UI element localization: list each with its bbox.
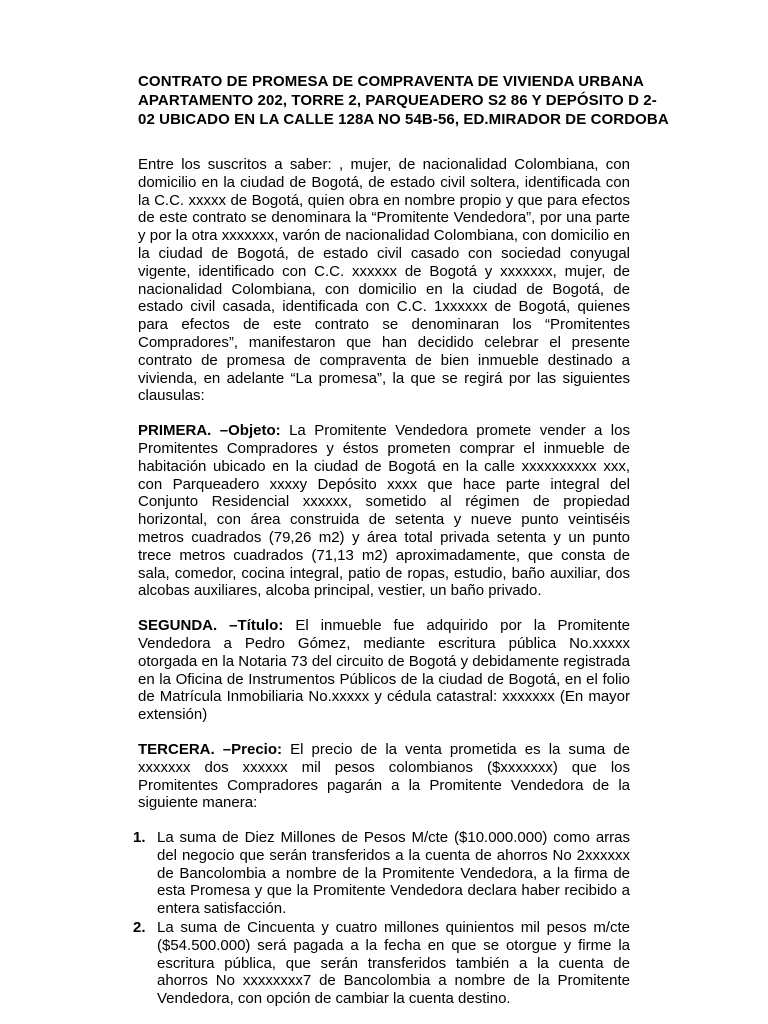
clause-primera-text: La Promitente Vendedora promete vender a los Promitentes Compradores y éstos prometen comprar el inmueble de habitación ubicado en la ciudad de Bogotá en la calle xxxxxxxxxx xxx, con Parqueadero xxxxy Depósito xxxx que hace parte integral del Conjunto Residencial xxxxxx, sometido al régimen de propiedad horizontal, con área construida de setenta y nueve punto veintiséis metros cuadrados (79,26 m2) y área total privada setenta y un punto trece metros cuadrados (71,13 m2) aproximadamente, que consta de sala, comedor, cocina integral, patio de ropas, estudio, baño auxiliar, dos alcobas auxiliares, alcoba principal, vestier, un baño privado. [138,422,630,600]
clause-primera [138,422,630,600]
payment-item-2-text: La suma de Cincuenta y cuatro millones quinientos mil pesos m/cte ($54.500.000) será pagada a la fecha en que se otorgue y firme la escritura pública, que serán transferidos también a la cuenta de ahorros No xxxxxxxx7 de Bancolombia a nombre de la Promitente Vendedora, con opción de cambiar la cuenta destino. [157,919,630,1008]
clause-primera-heading: PRIMERA. –Objeto: [138,422,281,440]
payment-list [133,829,630,1008]
payment-item-2-number: 2. [133,919,146,937]
title-line-3: 02 UBICADO EN LA CALLE 128A NO 54B-56, ED.MIRADOR DE CORDOBA [138,111,669,128]
payment-item-1-number: 1. [133,829,146,847]
title-line-2: APARTAMENTO 202, TORRE 2, PARQUEADERO S2 86 Y DEPÓSITO D 2- [138,92,657,109]
document-page [133,72,669,1009]
clause-tercera-text: El precio de la venta prometida es la suma de xxxxxxx dos xxxxxx mil pesos colombianos ($xxxxxxx) que los Promitentes Compradores pagarán a la Promitente Vendedora de la siguiente manera: [138,740,630,812]
intro-paragraph: Entre los suscritos a saber: , mujer, de nacionalidad Colombiana, con domicilio en la ciudad de Bogotá, de estado civil soltera, identificada con la C.C. xxxxx de Bogotá, quien obra en nombre propio y que para efectos de este contrato se denominara la “Promitente Vendedora”, por una parte y por la otra xxxxxxx, varón de nacionalidad Colombiana, con domicilio en la ciudad de Bogotá, de estado civil casado con sociedad conyugal vigente, identificado con C.C. xxxxxx de Bogotá y xxxxxxx, mujer, de nacionalidad Colombiana, con domicilio en la ciudad de Bogotá, de estado civil casada, identificada con C.C. 1xxxxxx de Bogotá, quienes para efectos de este contrato se denominaran los “Promitentes Compradores”, manifestaron que han decidido celebrar el presente contrato de promesa de compraventa de bien inmueble destinado a vivienda, en adelante “La promesa”, la que se regirá por las siguientes clausulas: [138,156,630,405]
contract-title [138,72,669,129]
clause-tercera [138,741,630,812]
title-line-1: CONTRATO DE PROMESA DE COMPRAVENTA DE VIVIENDA URBANA [138,73,644,90]
clause-segunda-heading: SEGUNDA. –Título: [138,617,284,635]
clause-tercera-heading: TERCERA. –Precio: [138,740,282,758]
payment-item-1-text: La suma de Diez Millones de Pesos M/cte ($10.000.000) como arras del negocio que serán transferidos a la cuenta de ahorros No 2xxxxxx de Bancolombia a nombre de la Promitente Vendedora, a la firma de esta Promesa y que la Promitente Vendedora declara haber recibido a entera satisfacción. [157,829,630,918]
payment-item-1 [133,829,630,918]
clause-segunda-text: El inmueble fue adquirido por la Promitente Vendedora a Pedro Gómez, mediante escritura pública No.xxxxx otorgada en la Notaria 73 del circuito de Bogotá y debidamente registrada en la Oficina de Instrumentos Públicos de la ciudad de Bogotá, en el folio de Matrícula Inmobiliaria No.xxxxx y cédula catastral: xxxxxxx (En mayor extensión) [138,617,631,724]
clause-segunda [138,617,630,724]
payment-item-2 [133,919,630,1008]
